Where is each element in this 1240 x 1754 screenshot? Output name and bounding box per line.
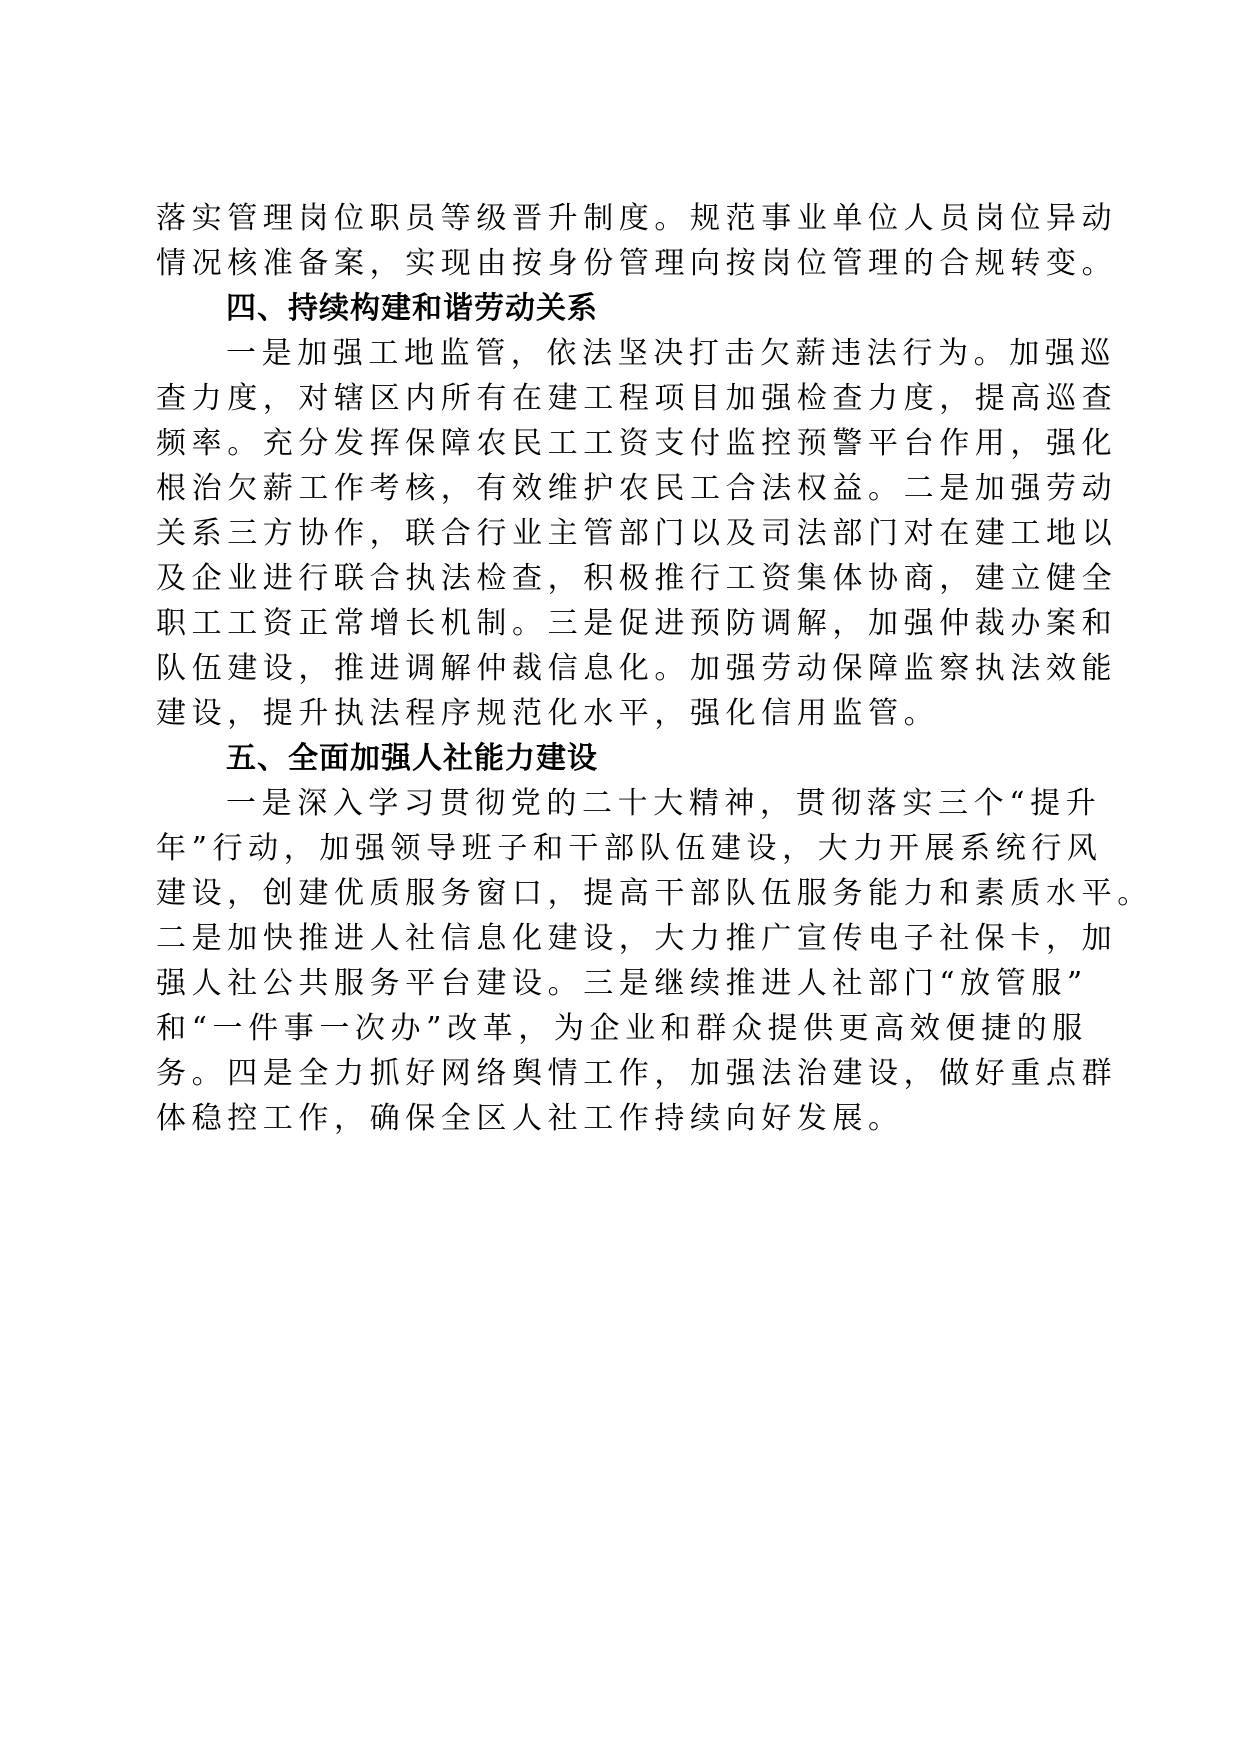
paragraph-line: 频率。充分发挥保障农民工工资支付监控预警平台作用，强化 [156,426,1118,461]
paragraph-line: 关系三方协作，联合行业主管部门以及司法部门对在建工地以 [156,516,1118,551]
paragraph-line: 体稳控工作，确保全区人社工作持续向好发展。 [156,1101,904,1136]
paragraph-line: 及企业进行联合执法检查，积极推行工资集体协商，建立健全 [156,561,1118,596]
section-4 [156,286,1118,736]
paragraph-line: 年”行动，加强领导班子和干部队伍建设，大力开展系统行风 [156,831,1103,866]
paragraph-line: 一是深入学习贯彻党的二十大精神，贯彻落实三个“提升 [226,786,1102,821]
document-body [156,196,1153,1141]
paragraph-line: 职工工资正常增长机制。三是促进预防调解，加强仲裁办案和 [156,606,1118,641]
section-5 [156,736,1153,1141]
paragraph-line: 队伍建设，推进调解仲裁信息化。加强劳动保障监察执法效能 [156,651,1118,686]
section-4-heading: 四、持续构建和谐劳动关系 [226,291,598,326]
paragraph-line: 查力度，对辖区内所有在建工程项目加强检查力度，提高巡查 [156,381,1118,416]
paragraph-line: 和“一件事一次办”改革，为企业和群众提供更高效便捷的服 [156,1011,1088,1046]
paragraph-line: 强人社公共服务平台建设。三是继续推进人社部门“放管服” [156,966,1088,1001]
section-5-heading: 五、全面加强人社能力建设 [226,741,598,776]
paragraph-line: 二是加快推进人社信息化建设，大力推广宣传电子社保卡，加 [156,921,1118,956]
paragraph-line: 务。四是全力抓好网络舆情工作，加强法治建设，做好重点群 [156,1056,1118,1091]
paragraph-line: 建设，提升执法程序规范化水平，强化信用监管。 [156,696,940,731]
intro-paragraph [156,196,1118,286]
paragraph-line: 根治欠薪工作考核，有效维护农民工合法权益。二是加强劳动 [156,471,1118,506]
paragraph-line: 落实管理岗位职员等级晋升制度。规范事业单位人员岗位异动 [156,201,1118,236]
paragraph-line: 情况核准备案，实现由按身份管理向按岗位管理的合规转变。 [156,246,1118,281]
paragraph-line: 一是加强工地监管，依法坚决打击欠薪违法行为。加强巡 [226,336,1116,371]
paragraph-line: 建设，创建优质服务窗口，提高干部队伍服务能力和素质水平。 [156,876,1153,911]
